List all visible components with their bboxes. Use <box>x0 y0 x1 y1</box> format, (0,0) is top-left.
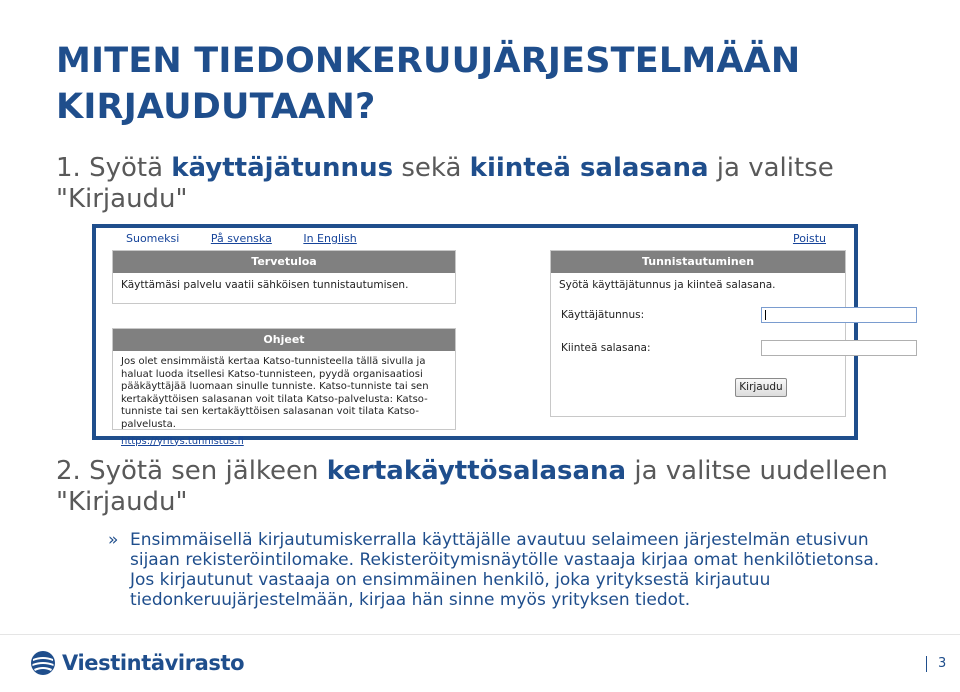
username-input[interactable] <box>761 307 917 323</box>
bullet-marker: » <box>108 530 119 550</box>
step-2-prefix: 2. Syötä sen jälkeen <box>56 456 327 486</box>
step-1-prefix: 1. Syötä <box>56 153 172 183</box>
welcome-panel <box>112 250 456 304</box>
step-1-mid: sekä <box>393 153 470 183</box>
instructions-panel-header: Ohjeet <box>113 329 455 351</box>
instructions-panel <box>112 328 456 447</box>
logo-wordmark: Viestintävirasto <box>62 651 245 675</box>
login-page-screenshot <box>92 224 858 447</box>
step-1-password-emphasis: kiinteä salasana <box>469 153 709 183</box>
language-bar <box>126 232 385 245</box>
step-2-text <box>56 456 936 518</box>
username-label: Käyttäjätunnus: <box>561 309 645 321</box>
login-panel-header: Tunnistautuminen <box>551 251 845 273</box>
registration-note-text: Ensimmäisellä kirjautumiskerralla käyttäjälle avautuu selaimeen järjestelmän etusivun sijaan rekisteröintilomake. Rekisteröitymisnäytölle vastaaja kirjaa omat henkilötietonsa. Jos kirjautunut vastaaja on ensimmäinen henkilö, joka yrityksestä kirjautuu tiedonkeruujärjestelmään, kirjaa hän sinne myös yrityksen tiedot. <box>130 530 880 610</box>
login-instruction: Syötä käyttäjätunnus ja kiinteä salasana. <box>559 279 776 291</box>
katso-service-link[interactable]: https://yritys.tunnistus.fi <box>121 435 244 447</box>
step-2-suffix: ja valitse uudelleen "Kirjaudu" <box>56 456 888 517</box>
text-caret <box>765 310 766 320</box>
page-number: 3 <box>938 656 947 671</box>
language-swedish[interactable]: På svenska <box>210 232 272 245</box>
slide-title: MITEN TIEDONKERUUJÄRJESTELMÄÄN KIRJAUDUTAAN? <box>56 41 801 127</box>
welcome-panel-header: Tervetuloa <box>113 251 455 273</box>
page-number-divider <box>926 656 927 672</box>
logout-link[interactable]: Poistu <box>792 232 826 245</box>
login-button[interactable]: Kirjaudu <box>735 378 787 397</box>
step-1-text <box>56 153 936 215</box>
password-label: Kiinteä salasana: <box>561 342 651 354</box>
step-1-suffix: ja valitse "Kirjaudu" <box>56 153 834 214</box>
language-finnish[interactable]: Suomeksi <box>126 232 180 245</box>
welcome-panel-text: Käyttämäsi palvelu vaatii sähköisen tunnistautumisen. <box>121 279 409 291</box>
password-input[interactable] <box>761 340 917 356</box>
footer-divider <box>0 634 960 635</box>
instructions-panel-body <box>113 351 455 454</box>
login-panel <box>550 250 846 417</box>
instructions-text: Jos olet ensimmäistä kertaa Katso-tunnisteella tällä sivulla ja haluat luoda itsellesi Katso-tunnisteen, pyydä organisaatiosi pääkäyttäjää luomaan sinulle tunniste. Katso-tunniste tai sen kertakäyttöisen salasanan voit tilata Katso-palvelusta: Katso-tunniste tai sen kertakäyttöisen salasanan voit tilata Katso-palvelusta. <box>121 356 429 430</box>
viestintavirasto-logo-icon <box>30 650 56 676</box>
footer-logo <box>30 648 244 678</box>
step-2-otp-emphasis: kertakäyttösalasana <box>326 456 627 486</box>
language-english[interactable]: In English <box>303 232 357 245</box>
registration-note <box>108 530 908 610</box>
step-1-username-emphasis: käyttäjätunnus <box>171 153 394 183</box>
